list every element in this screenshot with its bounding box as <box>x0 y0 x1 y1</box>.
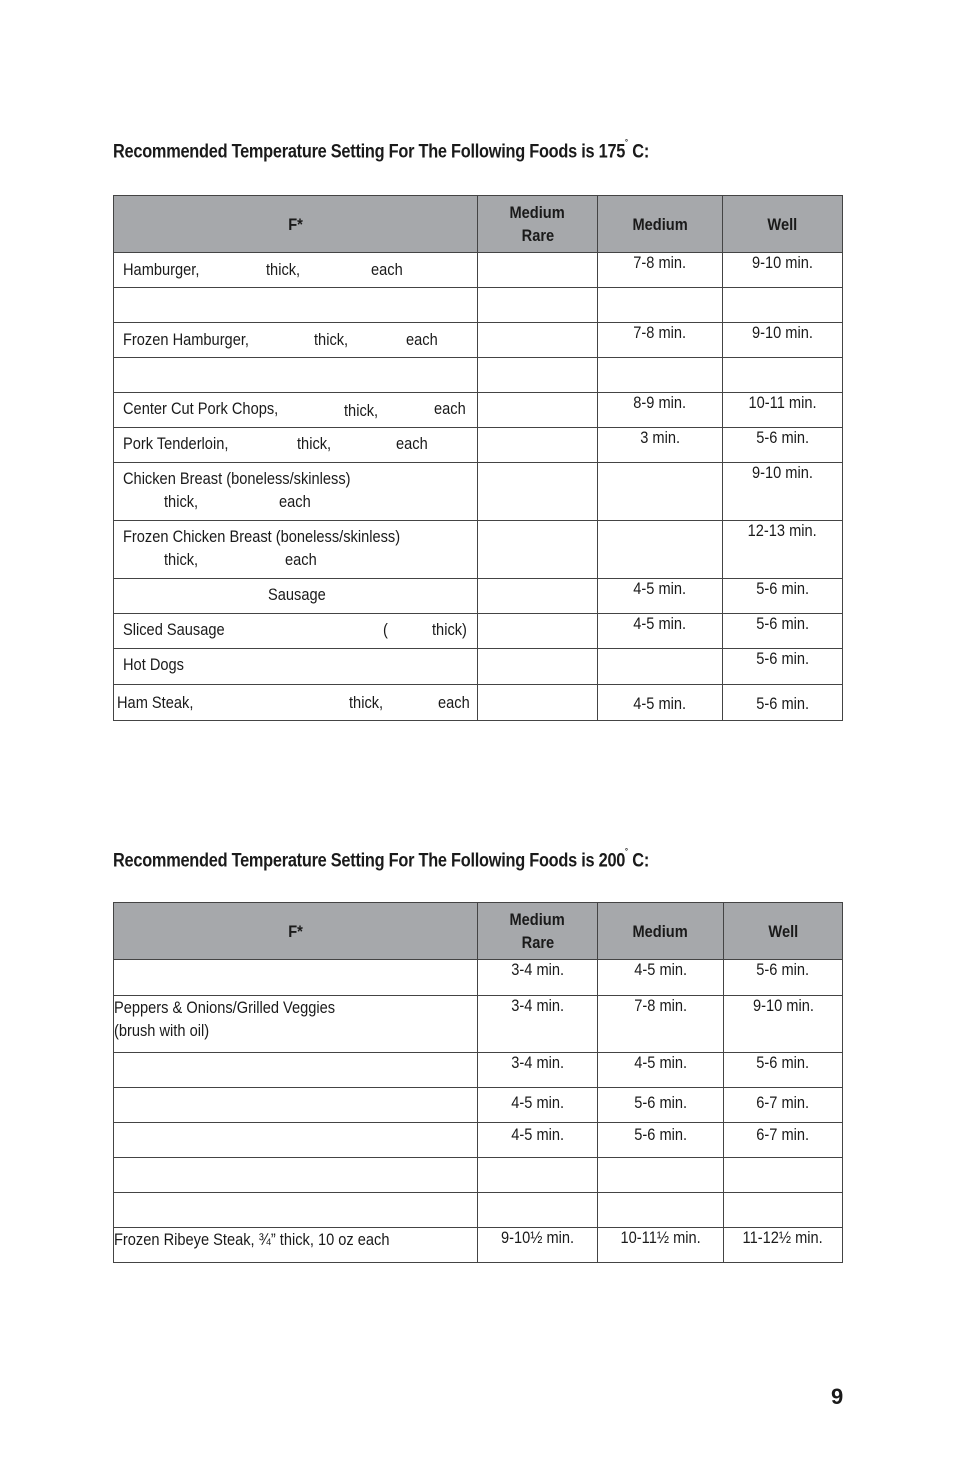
well-cell: 5-6 min. <box>723 614 843 649</box>
medium-cell: 3 min. <box>598 428 723 463</box>
food-cell <box>114 428 478 463</box>
well-cell: 9-10 min. <box>723 323 843 358</box>
table-row <box>114 1088 843 1123</box>
medium-cell: 10-11½ min. <box>598 1228 724 1263</box>
food-cell <box>114 1158 478 1193</box>
well-cell: 5-6 min. <box>723 579 843 614</box>
medium-cell <box>598 288 723 323</box>
food-thickness: thick, <box>164 492 199 511</box>
medium-rare-cell <box>478 1158 598 1193</box>
food-cell <box>114 1123 478 1158</box>
food-name: Hamburger, <box>123 260 200 279</box>
table-row <box>114 428 843 463</box>
medium-rare-cell <box>478 253 598 288</box>
food-cell <box>114 685 478 721</box>
food-cell <box>114 1088 478 1123</box>
table-header-row <box>114 903 843 960</box>
medium-cell: 7-8 min. <box>598 323 723 358</box>
food-weight: each <box>406 330 438 349</box>
medium-rare-cell <box>478 649 598 685</box>
food-thickness: thick, <box>297 434 332 453</box>
medium-cell <box>598 649 723 685</box>
header-food: F* <box>114 196 478 253</box>
well-cell: 11-12½ min. <box>724 1228 843 1263</box>
medium-cell: 4-5 min. <box>598 685 723 721</box>
medium-rare-cell <box>478 579 598 614</box>
header-medium: Medium <box>598 903 724 960</box>
table-row <box>114 1228 843 1263</box>
food-cell: Peppers & Onions/Grilled Veggies (brush with oil) <box>114 996 478 1053</box>
medium-rare-cell <box>478 393 598 428</box>
food-cell <box>114 288 478 323</box>
well-cell: 5-6 min. <box>723 649 843 685</box>
table-row <box>114 960 843 996</box>
medium-cell: 4-5 min. <box>598 960 724 996</box>
table-row <box>114 1158 843 1193</box>
medium-cell: 5-6 min. <box>598 1088 724 1123</box>
food-name: Frozen Hamburger, <box>123 330 249 349</box>
food-name: Center Cut Pork Chops, <box>123 399 279 418</box>
well-cell <box>723 358 843 393</box>
food-cell <box>114 253 478 288</box>
medium-rare-cell: 3-4 min. <box>478 1053 598 1088</box>
food-name: Ham Steak, <box>117 693 194 712</box>
well-cell: 5-6 min. <box>723 685 843 721</box>
food-thickness: thick, <box>164 550 199 569</box>
medium-cell: 8-9 min. <box>598 393 723 428</box>
header-medium: Medium <box>598 196 723 253</box>
food-cell <box>114 1193 478 1228</box>
medium-rare-cell <box>478 463 598 521</box>
medium-cell <box>598 521 723 579</box>
table-row <box>114 463 843 521</box>
medium-cell: 5-6 min. <box>598 1123 724 1158</box>
header-medium-rare: Medium Rare <box>478 196 598 253</box>
food-cell <box>114 463 478 521</box>
table-row <box>114 1193 843 1228</box>
food-cell <box>114 614 478 649</box>
table-header-row <box>114 196 843 253</box>
food-name: Hot Dogs <box>123 655 184 674</box>
table-row <box>114 614 843 649</box>
medium-cell <box>598 1158 724 1193</box>
food-name: Pork Tenderloin, <box>123 434 229 453</box>
food-thickness: thick, <box>349 693 384 712</box>
food-thickness: thick, <box>344 401 379 420</box>
food-weight: each <box>396 434 428 453</box>
table-row <box>114 996 843 1053</box>
well-cell <box>724 1158 843 1193</box>
food-name: Sausage <box>268 585 326 604</box>
food-thickness-open: ( <box>383 620 388 639</box>
section-1-heading: Recommended Temperature Setting For The Following Foods is 175˚ C: <box>113 139 650 163</box>
header-medium-rare: Medium Rare <box>478 903 598 960</box>
table-row <box>114 253 843 288</box>
medium-rare-cell <box>478 288 598 323</box>
well-cell: 6-7 min. <box>724 1123 843 1158</box>
food-weight: each <box>279 492 311 511</box>
medium-cell <box>598 463 723 521</box>
medium-rare-cell <box>478 323 598 358</box>
food-name: Frozen Chicken Breast (boneless/skinless) <box>123 527 401 546</box>
well-cell: 12-13 min. <box>723 521 843 579</box>
well-cell: 6-7 min. <box>724 1088 843 1123</box>
food-name: Sliced Sausage <box>123 620 225 639</box>
table-row <box>114 358 843 393</box>
medium-rare-cell <box>478 1193 598 1228</box>
food-weight: each <box>371 260 403 279</box>
well-cell: 10-11 min. <box>723 393 843 428</box>
food-cell <box>114 960 478 996</box>
table-row <box>114 323 843 358</box>
table-row <box>114 1053 843 1088</box>
page-number: 9 <box>831 1384 844 1409</box>
table-row <box>114 521 843 579</box>
food-thickness: thick, <box>266 260 301 279</box>
medium-cell: 4-5 min. <box>598 579 723 614</box>
table-row <box>114 649 843 685</box>
table-row <box>114 1123 843 1158</box>
medium-rare-cell: 9-10½ min. <box>478 1228 598 1263</box>
food-weight: each <box>285 550 317 569</box>
food-name: Chicken Breast (boneless/skinless) <box>123 469 351 488</box>
medium-rare-cell <box>478 428 598 463</box>
medium-cell: 7-8 min. <box>598 253 723 288</box>
well-cell: 9-10 min. <box>723 253 843 288</box>
well-cell: 9-10 min. <box>724 996 843 1053</box>
well-cell: 9-10 min. <box>723 463 843 521</box>
food-cell <box>114 323 478 358</box>
medium-cell: 4-5 min. <box>598 614 723 649</box>
well-cell <box>724 1193 843 1228</box>
food-cell <box>114 358 478 393</box>
medium-rare-cell <box>478 614 598 649</box>
food-cell <box>114 579 478 614</box>
medium-rare-cell <box>478 521 598 579</box>
header-well: Well <box>723 196 843 253</box>
medium-rare-cell <box>478 685 598 721</box>
medium-rare-cell: 3-4 min. <box>478 996 598 1053</box>
food-cell <box>114 1053 478 1088</box>
well-cell: 5-6 min. <box>724 1053 843 1088</box>
medium-rare-cell: 3-4 min. <box>478 960 598 996</box>
food-weight: each <box>438 693 470 712</box>
medium-cell <box>598 358 723 393</box>
table-row <box>114 288 843 323</box>
table-row <box>114 579 843 614</box>
medium-cell: 7-8 min. <box>598 996 724 1053</box>
cooking-chart-175 <box>113 195 843 721</box>
medium-rare-cell: 4-5 min. <box>478 1123 598 1158</box>
well-cell: 5-6 min. <box>723 428 843 463</box>
well-cell <box>723 288 843 323</box>
table-row <box>114 393 843 428</box>
medium-cell: 4-5 min. <box>598 1053 724 1088</box>
well-cell: 5-6 min. <box>724 960 843 996</box>
food-cell <box>114 393 478 428</box>
food-cell <box>114 521 478 579</box>
header-food: F* <box>114 903 478 960</box>
medium-rare-cell <box>478 358 598 393</box>
food-thickness: thick) <box>432 620 467 639</box>
food-cell <box>114 649 478 685</box>
food-weight: each <box>434 399 466 418</box>
section-2-heading: Recommended Temperature Setting For The Following Foods is 200˚ C: <box>113 848 650 872</box>
medium-cell <box>598 1193 724 1228</box>
table-row <box>114 685 843 721</box>
food-cell: Frozen Ribeye Steak, ¾” thick, 10 oz each <box>114 1228 478 1263</box>
header-well: Well <box>724 903 843 960</box>
medium-rare-cell: 4-5 min. <box>478 1088 598 1123</box>
food-thickness: thick, <box>314 330 349 349</box>
cooking-chart-200 <box>113 902 843 1263</box>
